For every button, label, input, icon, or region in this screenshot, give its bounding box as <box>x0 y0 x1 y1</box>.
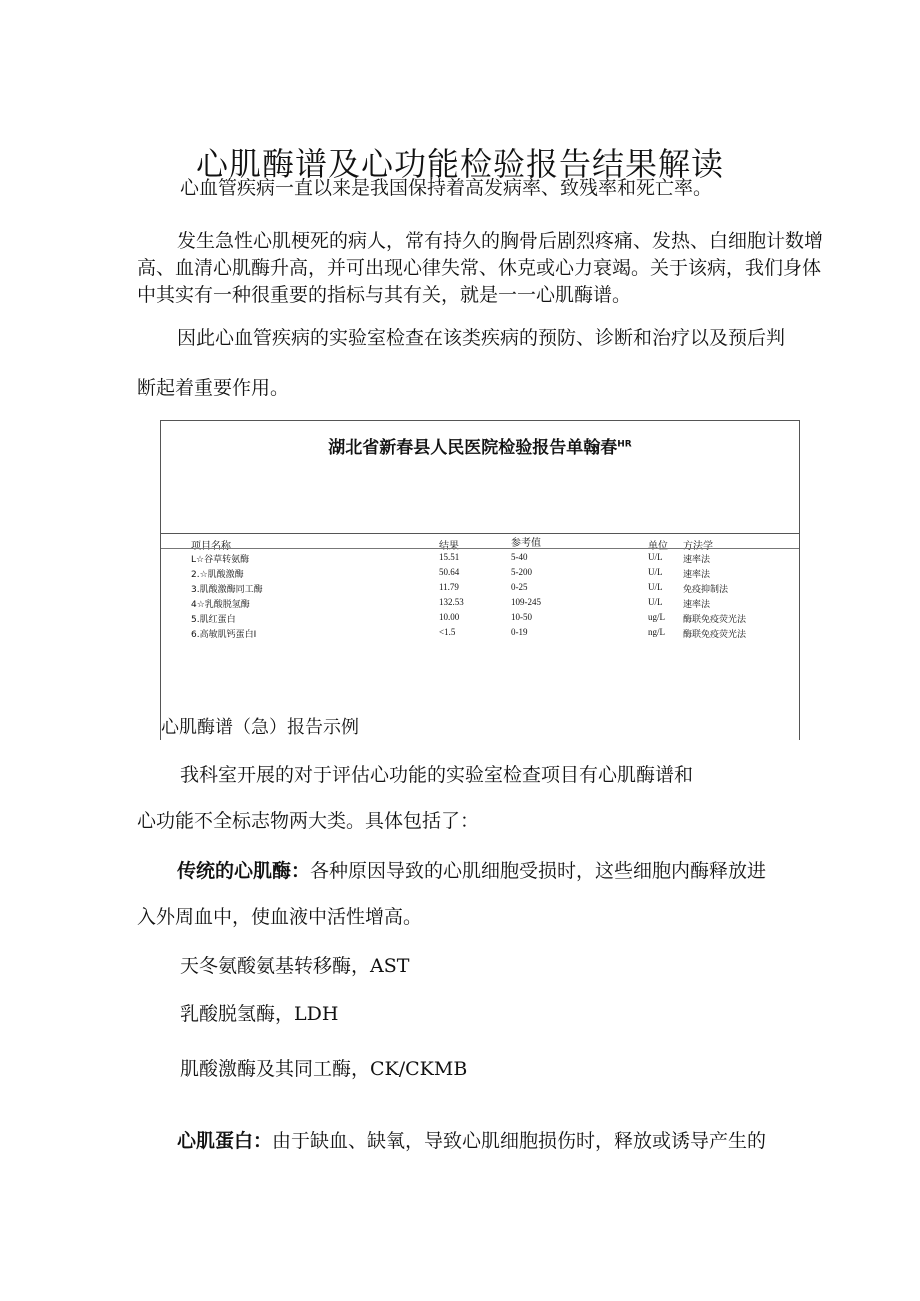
report-cell-reference: 10-50 <box>511 612 532 622</box>
report-cell-method: 免疫抑制法 <box>683 585 729 595</box>
enzyme-ast: 天冬氨酸氨基转移酶，AST <box>180 955 410 977</box>
report-cell-result: 15.51 <box>439 552 460 562</box>
page-title: 心肌酶谱及心功能检验报告结果解读 <box>195 145 724 184</box>
report-cell-result: <1.5 <box>439 627 456 637</box>
report-cell-reference: 0-25 <box>511 582 528 592</box>
report-row <box>161 582 799 596</box>
report-cell-method: 酶联免疫荧光法 <box>683 615 747 625</box>
report-caption: 心肌酶谱（急）报告示例 <box>161 717 359 738</box>
report-divider <box>161 533 799 534</box>
report-cell-reference: 5-200 <box>511 567 532 577</box>
importance-paragraph-line1: 因此心血管疾病的实验室检查在该类疾病的预防、诊断和治疗以及预后判 <box>177 327 786 349</box>
lab-report-figure <box>160 420 800 740</box>
report-cell-name: L☆谷草转氨酶 <box>191 555 250 565</box>
report-cell-method: 速率法 <box>683 570 711 580</box>
report-cell-name: 4☆乳酸脱氢酶 <box>191 600 250 610</box>
report-cell-unit: U/L <box>648 582 663 592</box>
report-cell-unit: U/L <box>648 552 663 562</box>
header-reference: 参考值 <box>511 538 541 549</box>
report-header-divider <box>161 548 799 549</box>
traditional-lead: 传统的心肌酶： <box>177 860 311 882</box>
symptoms-paragraph: 发生急性心肌梗死的病人，常有持久的胸骨后剧烈疼痛、发热、白细胞计数增高、血清心肌酶升高，并可出现心律失常、休克或心力衰竭。关于该病，我们身体中其实有一种很重要的指标与其有关，就是一一心肌酶谱。 <box>137 230 824 306</box>
report-cell-name: 2.☆肌酸激酶 <box>191 570 244 580</box>
report-cell-result: 11.79 <box>439 582 459 592</box>
report-cell-unit: ng/L <box>648 627 665 637</box>
report-cell-method: 速率法 <box>683 600 711 610</box>
department-paragraph-line1: 我科室开展的对于评估心功能的实验室检查项目有心肌酶谱和 <box>180 764 694 786</box>
report-row <box>161 627 799 641</box>
myocardial-protein-paragraph <box>137 1128 827 1155</box>
report-cell-unit: ug/L <box>648 612 665 622</box>
importance-paragraph-line2: 断起着重要作用。 <box>137 377 290 399</box>
report-row <box>161 552 799 566</box>
report-cell-method: 酶联免疫荧光法 <box>683 630 747 640</box>
report-title <box>161 433 799 458</box>
report-cell-result: 132.53 <box>439 597 464 607</box>
report-cell-reference: 109-245 <box>511 597 541 607</box>
header-result: 结果 <box>439 541 459 552</box>
report-row <box>161 612 799 626</box>
report-cell-unit: U/L <box>648 597 663 607</box>
report-cell-reference: 0-19 <box>511 627 528 637</box>
enzyme-ck: 肌酸激酶及其同工酶，CK/CKMB <box>180 1058 468 1080</box>
report-title-text: 湖北省新春县人民医院检验报告单翰春 <box>328 438 618 458</box>
report-cell-name: 5.肌红蛋白 <box>191 615 236 625</box>
report-cell-result: 10.00 <box>439 612 460 622</box>
report-cell-result: 50.64 <box>439 567 460 577</box>
report-title-sup: HR <box>617 439 632 450</box>
header-unit: 单位 <box>648 541 668 552</box>
report-cell-unit: U/L <box>648 567 663 577</box>
enzyme-ldh: 乳酸脱氢酶，LDH <box>180 1003 339 1025</box>
department-paragraph-line2: 心功能不全标志物两大类。具体包括了： <box>137 810 480 832</box>
protein-text: 由于缺血、缺氧，导致心肌细胞损伤时，释放或诱导产生的 <box>272 1130 767 1152</box>
report-row <box>161 567 799 581</box>
report-cell-name: 3.肌酸激酶同工酶 <box>191 585 263 595</box>
header-name: 项目名称 <box>191 541 231 552</box>
traditional-enzyme-paragraph <box>137 858 827 885</box>
report-cell-method: 速率法 <box>683 555 711 565</box>
traditional-enzyme-paragraph-line2: 入外周血中，使血液中活性增高。 <box>137 906 423 928</box>
header-method: 方法学 <box>683 541 713 552</box>
report-row <box>161 597 799 611</box>
report-cell-name: 6.高敏肌钙蛋白I <box>191 630 257 640</box>
protein-lead: 心肌蛋白： <box>177 1130 273 1152</box>
traditional-text: 各种原因导致的心肌细胞受损时，这些细胞内酶释放进 <box>310 860 767 882</box>
intro-paragraph: 心血管疾病一直以来是我国保持着高发病率、致残率和死亡率。 <box>180 177 713 199</box>
report-cell-reference: 5-40 <box>511 552 528 562</box>
